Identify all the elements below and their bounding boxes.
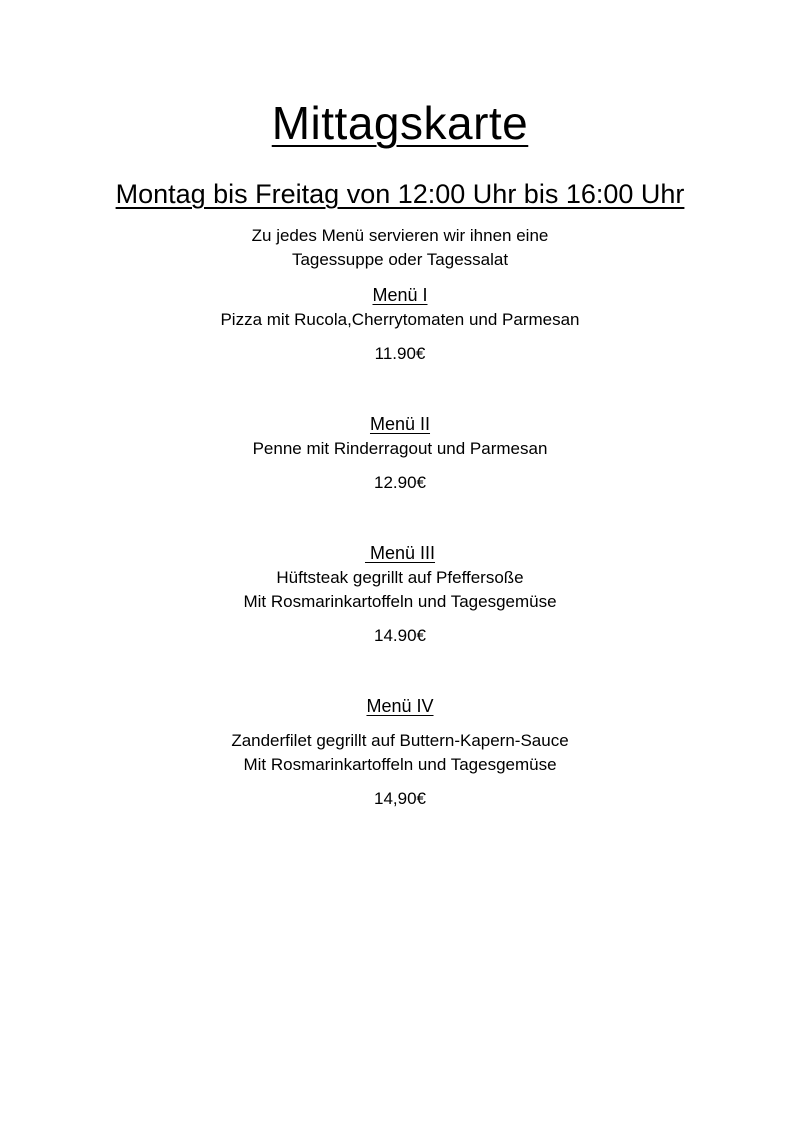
opening-hours-subtitle: Montag bis Freitag von 12:00 Uhr bis 16:00 Uhr xyxy=(115,179,685,209)
menu-section-2 xyxy=(0,412,800,495)
menu-section-4 xyxy=(0,694,800,811)
menu-4-price: 14,90€ xyxy=(374,789,426,808)
menu-1-price: 11.90€ xyxy=(374,344,426,363)
menu-section-1 xyxy=(0,283,800,366)
menu-4-title: Menü IV xyxy=(366,696,434,716)
menu-4-dish-line-1: Zanderfilet gegrillt auf Buttern-Kapern-Sauce xyxy=(231,731,569,750)
intro-line-2: Tagessuppe oder Tagessalat xyxy=(291,250,509,269)
menu-2-price: 12.90€ xyxy=(374,473,426,492)
menu-3-dish-line-1: Hüftsteak gegrillt auf Pfeffersoße xyxy=(276,568,524,587)
menu-3-title: Menü III xyxy=(364,543,436,563)
menu-1-title: Menü I xyxy=(372,285,428,305)
menu-3-price: 14.90€ xyxy=(374,626,426,645)
intro-text xyxy=(0,224,800,272)
menu-4-dish-line-2: Mit Rosmarinkartoffeln und Tagesgemüse xyxy=(243,755,557,774)
intro-line-1: Zu jedes Menü servieren wir ihnen eine xyxy=(251,226,549,245)
menu-2-title: Menü II xyxy=(369,414,431,434)
menu-2-dish: Penne mit Rinderragout und Parmesan xyxy=(252,439,548,458)
menu-3-dish-line-2: Mit Rosmarinkartoffeln und Tagesgemüse xyxy=(243,592,557,611)
menu-section-3 xyxy=(0,541,800,648)
menu-1-dish: Pizza mit Rucola,Cherrytomaten und Parmesan xyxy=(220,310,580,329)
page-title: Mittagskarte xyxy=(271,97,529,149)
